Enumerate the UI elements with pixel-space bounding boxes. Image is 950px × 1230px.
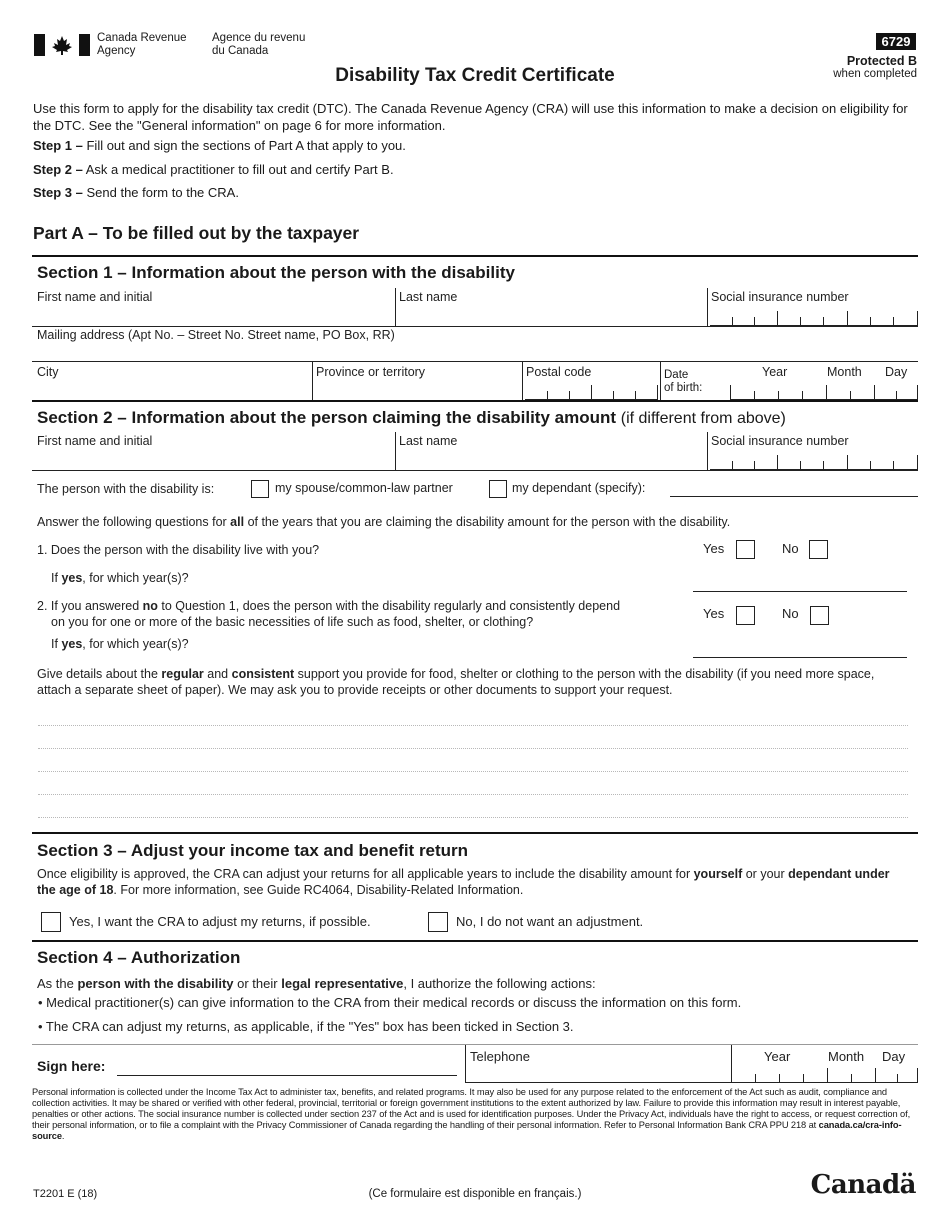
divider	[522, 362, 523, 400]
section-3-text: Once eligibility is approved, the CRA can adjust your returns for all applicable years to include the disability amount for yourself or your dependant under the age of 18. For more information, see Guide RC4064, Disability-Related Information.	[37, 867, 890, 897]
q2-years-input[interactable]	[693, 657, 907, 658]
s1-sin-label: Social insurance number	[711, 290, 849, 304]
divider	[707, 432, 708, 470]
s2-first-name-label: First name and initial	[37, 434, 153, 448]
s1-day-label: Day	[885, 365, 908, 379]
support-details-instruction: Give details about the regular and consistent support you provide for food, shelter or clothing to the person with the disability (if you need more space, attach a separate sheet of paper). We may ask you to provide receipts or other documents to support your request.	[37, 667, 875, 697]
privacy-notice: Personal information is collected under the Income Tax Act to administer tax, benefits, and related programs. It may also be used for any purpose related to the enforcement of the Act such as audit, compliance and collection activities. It may be shared or verified with other federal, provincial, territorial or foreign government institutions to the extent authorized by law. Failure to provide this information may result in interest payable, penalties or other actions. The social insurance number is collected under section 237 of the Act and is used for identification purposes. Under the Privacy Act, individuals have the right to access, or request correction of, their personal information, or to file a complaint with the Privacy Commissioner of Canada regarding the handling of their personal information. Refer to Personal Information Bank CRA PPU 218 at canada.ca/cra-info-source.	[32, 1087, 911, 1141]
agency-name-fr: Agence du revenu du Canada	[212, 32, 306, 57]
s2-sin-label: Social insurance number	[711, 434, 849, 448]
step-3: Step 3 – Send the form to the CRA.	[33, 185, 239, 200]
divider	[465, 1045, 466, 1083]
step-2: Step 2 – Ask a medical practitioner to fill out and certify Part B.	[33, 162, 394, 177]
dependant-option-label: my dependant (specify):	[512, 481, 646, 495]
part-a-title: Part A – To be filled out by the taxpayer	[33, 223, 360, 243]
signature-input[interactable]	[117, 1075, 457, 1076]
telephone-label: Telephone	[470, 1049, 530, 1064]
section-2-title: Section 2 – Information about the person claiming the disability amount (if different from above)	[37, 408, 786, 427]
divider	[312, 362, 313, 400]
section-4-title: Section 4 – Authorization	[37, 948, 241, 967]
s1-dob-label: Date of birth:	[664, 369, 703, 394]
q1-text: 1. Does the person with the disability live with you?	[37, 543, 320, 557]
s1-year-label: Year	[762, 365, 788, 379]
divider	[32, 361, 918, 362]
section-4-rule	[32, 940, 918, 942]
page-title: Disability Tax Credit Certificate	[335, 65, 615, 86]
adjust-no-label: No, I do not want an adjustment.	[456, 914, 644, 929]
q2-no-checkbox[interactable]	[810, 606, 829, 625]
s1-first-name-label: First name and initial	[37, 290, 153, 304]
intro-text: Use this form to apply for the disability tax credit (DTC). The Canada Revenue Agency (CRA) will use this information to make a decision on eligibility for the DTC. See the "General information" on page 6 for more information.	[33, 101, 908, 133]
when-completed-label: when completed	[833, 68, 917, 80]
french-availability-note: (Ce formulaire est disponible en français.)	[368, 1188, 582, 1200]
sign-here-label: Sign here:	[37, 1058, 106, 1074]
s2-sin-input[interactable]	[710, 460, 918, 470]
section-1-rule	[32, 255, 918, 257]
sign-day-label: Day	[882, 1049, 906, 1064]
protected-label: Protected B	[846, 54, 917, 68]
s1-city-label: City	[37, 365, 59, 379]
s1-month-label: Month	[827, 365, 862, 379]
divider	[32, 470, 918, 471]
telephone-input[interactable]	[465, 1082, 731, 1083]
section-4-intro: As the person with the disability or their legal representative, I authorize the following actions:	[37, 976, 596, 991]
section-3-rule	[32, 832, 918, 834]
q1-yes-label: Yes	[703, 541, 725, 556]
adjust-yes-label: Yes, I want the CRA to adjust my returns, if possible.	[69, 914, 371, 929]
section-4-bullet-1: • Medical practitioner(s) can give information to the CRA from their medical records or discuss the information on this form.	[38, 995, 742, 1010]
section-1-title: Section 1 – Information about the person with the disability	[37, 263, 515, 282]
s2-answer-instruction: Answer the following questions for all of the years that you are claiming the disability amount for the person with the disability.	[37, 515, 731, 529]
q2-yes-label: Yes	[703, 606, 725, 621]
dependant-checkbox[interactable]	[489, 480, 507, 498]
dependant-specify-input[interactable]	[670, 496, 918, 497]
step-1: Step 1 – Fill out and sign the sections of Part A that apply to you.	[33, 138, 406, 153]
form-code: T2201 E (18)	[33, 1188, 98, 1200]
divider	[395, 288, 396, 326]
agency-name-en: Canada Revenue Agency	[97, 32, 187, 57]
s1-postal-input[interactable]	[525, 390, 658, 400]
canada-wordmark: Canadä	[810, 1170, 916, 1200]
adjust-no-checkbox[interactable]	[428, 912, 448, 932]
s1-last-name-label: Last name	[399, 290, 458, 304]
support-details-textarea[interactable]	[38, 700, 908, 825]
section-3-title: Section 3 – Adjust your income tax and benefit return	[37, 841, 469, 860]
s1-dob-input[interactable]	[730, 390, 918, 400]
info-source-link[interactable]: canada.ca/cra-info-source	[32, 1120, 902, 1141]
adjust-yes-checkbox[interactable]	[41, 912, 61, 932]
q1-no-checkbox[interactable]	[809, 540, 828, 559]
q1-years-label: If yes, for which year(s)?	[51, 571, 189, 585]
q1-yes-checkbox[interactable]	[736, 540, 755, 559]
q2-years-label: If yes, for which year(s)?	[51, 637, 189, 651]
section-2-rule	[32, 400, 918, 402]
q2-yes-checkbox[interactable]	[736, 606, 755, 625]
s1-mailing-label: Mailing address (Apt No. – Street No. Street name, PO Box, RR)	[37, 328, 395, 342]
q1-no-label: No	[782, 541, 799, 556]
s2-last-name-label: Last name	[399, 434, 458, 448]
sign-date-input[interactable]	[731, 1073, 918, 1083]
divider	[707, 288, 708, 326]
spouse-checkbox[interactable]	[251, 480, 269, 498]
divider	[32, 326, 918, 327]
section-4-bullet-2: • The CRA can adjust my returns, as applicable, if the "Yes" box has been ticked in Section 3.	[38, 1019, 574, 1034]
q2-text: 2. If you answered no to Question 1, does the person with the disability regularly and consistently depend on you for one or more of the basic necessities of life such as food, shelter, or clothing?	[37, 599, 621, 629]
spouse-option-label: my spouse/common-law partner	[275, 481, 453, 495]
canada-flag-icon	[34, 34, 90, 56]
sign-month-label: Month	[828, 1049, 865, 1064]
q1-years-input[interactable]	[693, 591, 907, 592]
form-number-badge: 6729	[876, 33, 916, 50]
s1-postal-label: Postal code	[526, 365, 592, 379]
s1-sin-input[interactable]	[710, 316, 918, 326]
s2-person-is-label: The person with the disability is:	[37, 482, 215, 496]
divider	[32, 1044, 918, 1045]
divider	[395, 432, 396, 470]
s1-province-label: Province or territory	[316, 365, 426, 379]
sign-year-label: Year	[764, 1049, 791, 1064]
divider	[660, 362, 661, 400]
q2-no-label: No	[782, 606, 799, 621]
